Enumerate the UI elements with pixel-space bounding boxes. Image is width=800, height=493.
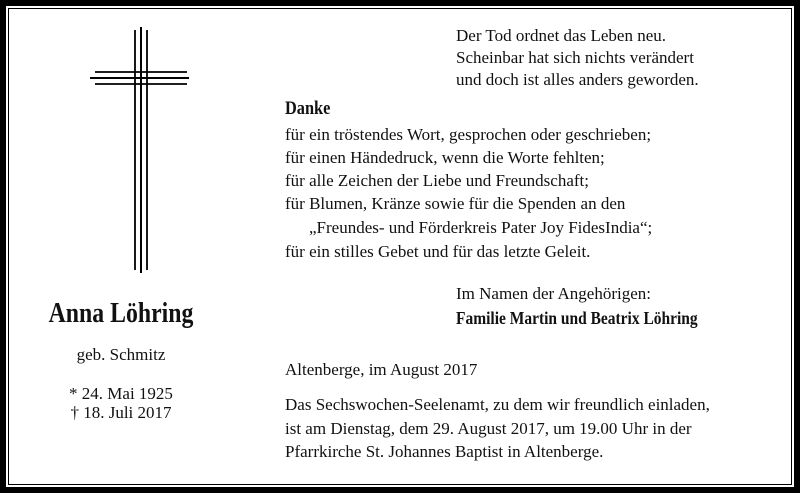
- thanks-line: für alle Zeichen der Liebe und Freundschaft;: [285, 171, 589, 190]
- place-date: Altenberge, im August 2017: [285, 360, 478, 379]
- thanks-heading: Danke: [285, 98, 331, 119]
- motto-line: und doch ist alles anders geworden.: [456, 70, 699, 89]
- thanks-line: für Blumen, Kränze sowie für die Spenden an den: [285, 194, 626, 213]
- thanks-line: „Freundes- und Förderkreis Pater Joy FidesIndia“;: [309, 218, 653, 237]
- deceased-name: Anna Löhring: [48, 297, 194, 329]
- signature-family: Familie Martin und Beatrix Löhring: [456, 308, 698, 328]
- death-date: † 18. Juli 2017: [70, 403, 172, 422]
- maiden-name: geb. Schmitz: [76, 345, 166, 364]
- service-line: Das Sechswochen-Seelenamt, zu dem wir freundlich einladen,: [285, 395, 710, 414]
- cross-icon: [90, 25, 190, 275]
- thanks-line: für ein tröstendes Wort, gesprochen oder geschrieben;: [285, 125, 652, 144]
- signature-intro: Im Namen der Angehörigen:: [456, 284, 651, 303]
- thanks-line: für ein stilles Gebet und für das letzte Geleit.: [285, 242, 591, 261]
- motto-line: Der Tod ordnet das Leben neu.: [456, 26, 666, 45]
- motto-line: Scheinbar hat sich nichts verändert: [456, 48, 694, 67]
- service-line: Pfarrkirche St. Johannes Baptist in Altenberge.: [285, 442, 604, 461]
- service-line: ist am Dienstag, dem 29. August 2017, um 19.00 Uhr in der: [285, 419, 692, 438]
- birth-date: * 24. Mai 1925: [69, 384, 173, 403]
- thanks-line: für einen Händedruck, wenn die Worte fehlten;: [285, 148, 605, 167]
